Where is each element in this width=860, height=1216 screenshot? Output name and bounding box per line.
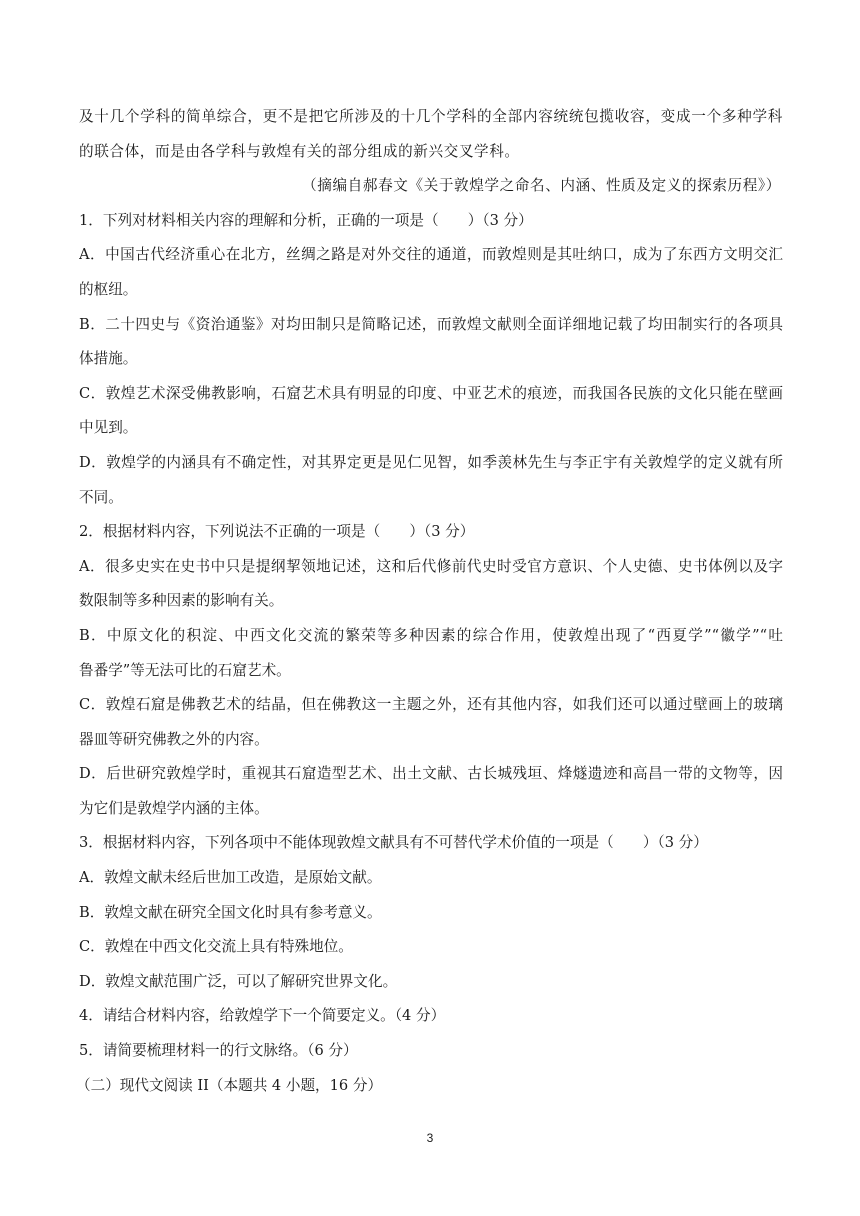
question-3-option-c: C．敦煌在中西文化交流上具有特殊地位。 [79, 938, 353, 956]
page-number: 3 [426, 1131, 434, 1145]
question-2-option-b: B．中原文化的积淀、中西文化交流的繁荣等多种因素的综合作用，使敦煌出现了“西夏学”“徽学”“吐 [79, 626, 783, 644]
question-2-option-c: C．敦煌石窟是佛教艺术的结晶，但在佛教这一主题之外，还有其他内容，如我们还可以通过壁画上的玻璃 [79, 696, 783, 714]
question-5-stem: 5．请简要梳理材料一的行文脉络。（6 分） [79, 1042, 358, 1060]
question-1-option-b: B．二十四史与《资治通鉴》对均田制只是简略记述，而敦煌文献则全面详细地记载了均田制实行的各项具 [79, 315, 783, 333]
question-2-option-a-cont: 数限制等多种因素的影响有关。 [79, 592, 284, 610]
source-citation: （摘编自郝春文《关于敦煌学之命名、内涵、性质及定义的探索历程》） [302, 177, 781, 195]
intro-line-2: 的联合体，而是由各学科与敦煌有关的部分组成的新兴交叉学科。 [79, 142, 520, 160]
intro-line-1: 及十几个学科的简单综合，更不是把它所涉及的十几个学科的全部内容统统包揽收容，变成一个多种学科 [79, 108, 783, 125]
question-2-option-d: D．后世研究敦煌学时，重视其石窟造型艺术、出土文献、古长城残垣、烽燧遗迹和高昌一带的文物等，因 [79, 765, 783, 783]
page-content [76, 100, 783, 1103]
question-1-option-d-cont: 不同。 [79, 488, 123, 506]
question-1-option-c-cont: 中见到。 [79, 419, 138, 437]
question-3-stem: 3．根据材料内容，下列各项中不能体现敦煌文献具有不可替代学术价值的一项是（ ）（3 分） [79, 834, 708, 852]
question-2-option-b-cont: 鲁番学”等无法可比的石窟艺术。 [79, 661, 291, 679]
question-1-option-c: C．敦煌艺术深受佛教影响，石窟艺术具有明显的印度、中亚艺术的痕迹，而我国各民族的文化只能在壁画 [79, 384, 783, 402]
question-3-option-b: B．敦煌文献在研究全国文化时具有参考意义。 [79, 903, 382, 921]
question-2-option-c-cont: 器皿等研究佛教之外的内容。 [79, 730, 269, 748]
question-4-stem: 4．请结合材料内容，给敦煌学下一个简要定义。（4 分） [79, 1007, 446, 1025]
question-2-option-d-cont: 为它们是敦煌学内涵的主体。 [79, 799, 269, 817]
question-1-option-a-cont: 的枢纽。 [79, 280, 138, 298]
section-heading: （二）现代文阅读 II（本题共 4 小题，16 分） [76, 1076, 383, 1094]
question-2-stem: 2．根据材料内容，下列说法不正确的一项是（ ）（3 分） [79, 523, 475, 541]
question-1-option-a: A．中国古代经济重心在北方，丝绸之路是对外交往的通道，而敦煌则是其吐纳口，成为了东西方文明交汇 [79, 246, 783, 264]
question-3-option-d: D．敦煌文献范围广泛，可以了解研究世界文化。 [79, 972, 398, 990]
question-1-stem: 1．下列对材料相关内容的理解和分析，正确的一项是（ ）（3 分） [79, 211, 533, 229]
question-3-option-a: A．敦煌文献未经后世加工改造，是原始文献。 [79, 869, 382, 887]
question-1-option-b-cont: 体措施。 [79, 350, 138, 368]
question-1-option-d: D．敦煌学的内涵具有不确定性，对其界定更是见仁见智，如季羡林先生与李正宇有关敦煌学的定义就有所 [79, 453, 783, 471]
question-2-option-a: A．很多史实在史书中只是提纲挈领地记述，这和后代修前代史时受官方意识、个人史德、史书体例以及字 [79, 557, 783, 575]
